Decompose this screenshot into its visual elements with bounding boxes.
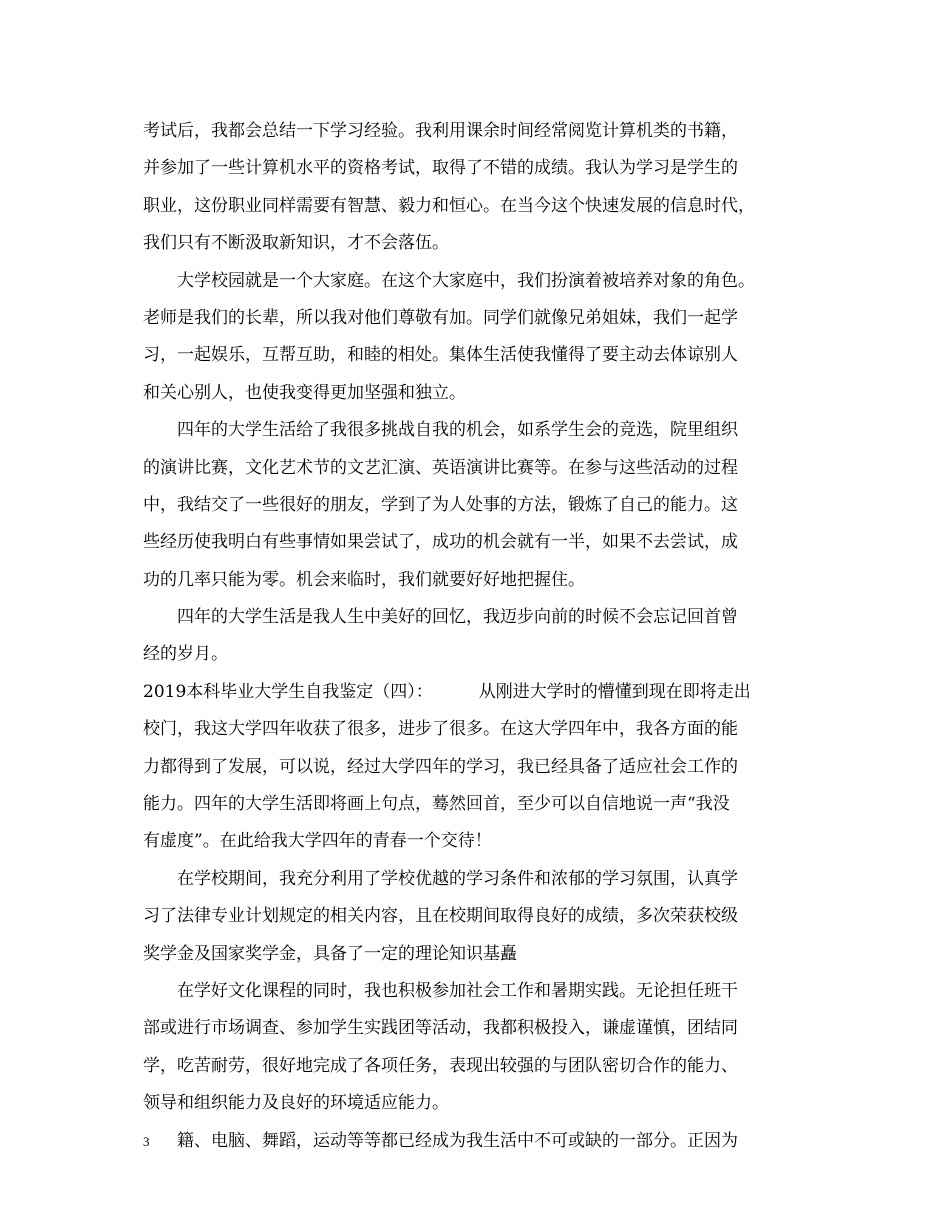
text-line: 些经历使我明白有些事情如果尝试了，成功的机会就有一半，如果不去尝试，成	[143, 532, 738, 553]
text-line: 在学校期间，我充分利用了学校优越的学习条件和浓郁的学习氛围，认真学	[177, 868, 738, 889]
text-line: 部或进行市场调查、参加学生实践团等活动，我都积极投入，谦虚谨慎，团结同	[143, 1018, 738, 1039]
section-heading-line	[143, 674, 823, 711]
text-line: 的演讲比赛，文化艺术节的文艺汇演、英语演讲比赛等。在参与这些活动的过程	[143, 457, 738, 478]
text-line: 籍、电脑、舞蹈，运动等等都已经成为我生活中不可或缺的一部分。正因为	[177, 1130, 738, 1151]
text-line: 大学校园就是一个大家庭。在这个大家庭中，我们扮演着被培养对象的角色。	[177, 270, 755, 291]
text-line: 领导和组织能力及良好的环境适应能力。	[143, 1093, 449, 1114]
page-number: 3	[143, 1134, 150, 1149]
text-line: 中，我结交了一些很好的朋友，学到了为人处事的方法，锻炼了自己的能力。这	[143, 494, 738, 515]
text-line: 四年的大学生活给了我很多挑战自我的机会，如系学生会的竞选，院里组织	[177, 420, 738, 441]
paragraph	[143, 973, 823, 1123]
paragraph	[143, 674, 823, 861]
text-line: 在学好文化课程的同时，我也积极参加社会工作和暑期实践。无论担任班干	[177, 980, 738, 1001]
document-body	[143, 113, 823, 1160]
paragraph	[143, 861, 823, 973]
text-line: 力都得到了发展，可以说，经过大学四年的学习，我已经具备了适应社会工作的	[143, 756, 738, 777]
paragraph	[143, 599, 823, 674]
text-line: 和关心别人，也使我变得更加坚强和独立。	[143, 382, 466, 403]
text-line: 习了法律专业计划规定的相关内容，且在校期间取得良好的成绩，多次荣获校级	[143, 906, 738, 927]
text-line: 经的岁月。	[143, 644, 228, 665]
text-line: 学，吃苦耐劳，很好地完成了各项任务，表现出较强的与团队密切合作的能力、	[143, 1055, 738, 1076]
text-line: 习，一起娱乐，互帮互助，和睦的相处。集体生活使我懂得了要主动去体谅别人	[143, 345, 738, 366]
paragraph	[143, 263, 823, 413]
paragraph	[143, 412, 823, 599]
text-line: 有虚度”。在此给我大学四年的青春一个交待！	[143, 831, 492, 852]
text-line: 我们只有不断汲取新知识，才不会落伍。	[143, 233, 449, 254]
section-heading: 2019本科毕业大学生自我鉴定（四）：	[143, 681, 433, 702]
text-line: 考试后，我都会总结一下学习经验。我利用课余时间经常阅览计算机类的书籍，	[143, 121, 738, 141]
text-line: 职业，这份职业同样需要有智慧、毅力和恒心。在当今这个快速发展的信息时代，	[143, 195, 755, 216]
text-line: 校门，我这大学四年收获了很多，进步了很多。在这大学四年中，我各方面的能	[143, 719, 738, 740]
text-line: 功的几率只能为零。机会来临时，我们就要好好地把握住。	[143, 569, 585, 590]
text-line: 奖学金及国家奖学金，具备了一定的理论知识基矗	[143, 943, 517, 964]
text-line: 并参加了一些计算机水平的资格考试，取得了不错的成绩。我认为学习是学生的	[143, 158, 738, 179]
text-line: 能力。四年的大学生活即将画上句点，蓦然回首，至少可以自信地说一声“我没	[143, 794, 730, 815]
text-line: 四年的大学生活是我人生中美好的回忆，我迈步向前的时候不会忘记回首曾	[177, 607, 738, 628]
paragraph	[143, 113, 823, 263]
text-fragment: 从刚进大学时的懵懂到现在即将走出	[478, 681, 751, 702]
paragraph	[143, 1123, 823, 1160]
text-line: 老师是我们的长辈，所以我对他们尊敬有加。同学们就像兄弟姐妹，我们一起学	[143, 307, 738, 328]
